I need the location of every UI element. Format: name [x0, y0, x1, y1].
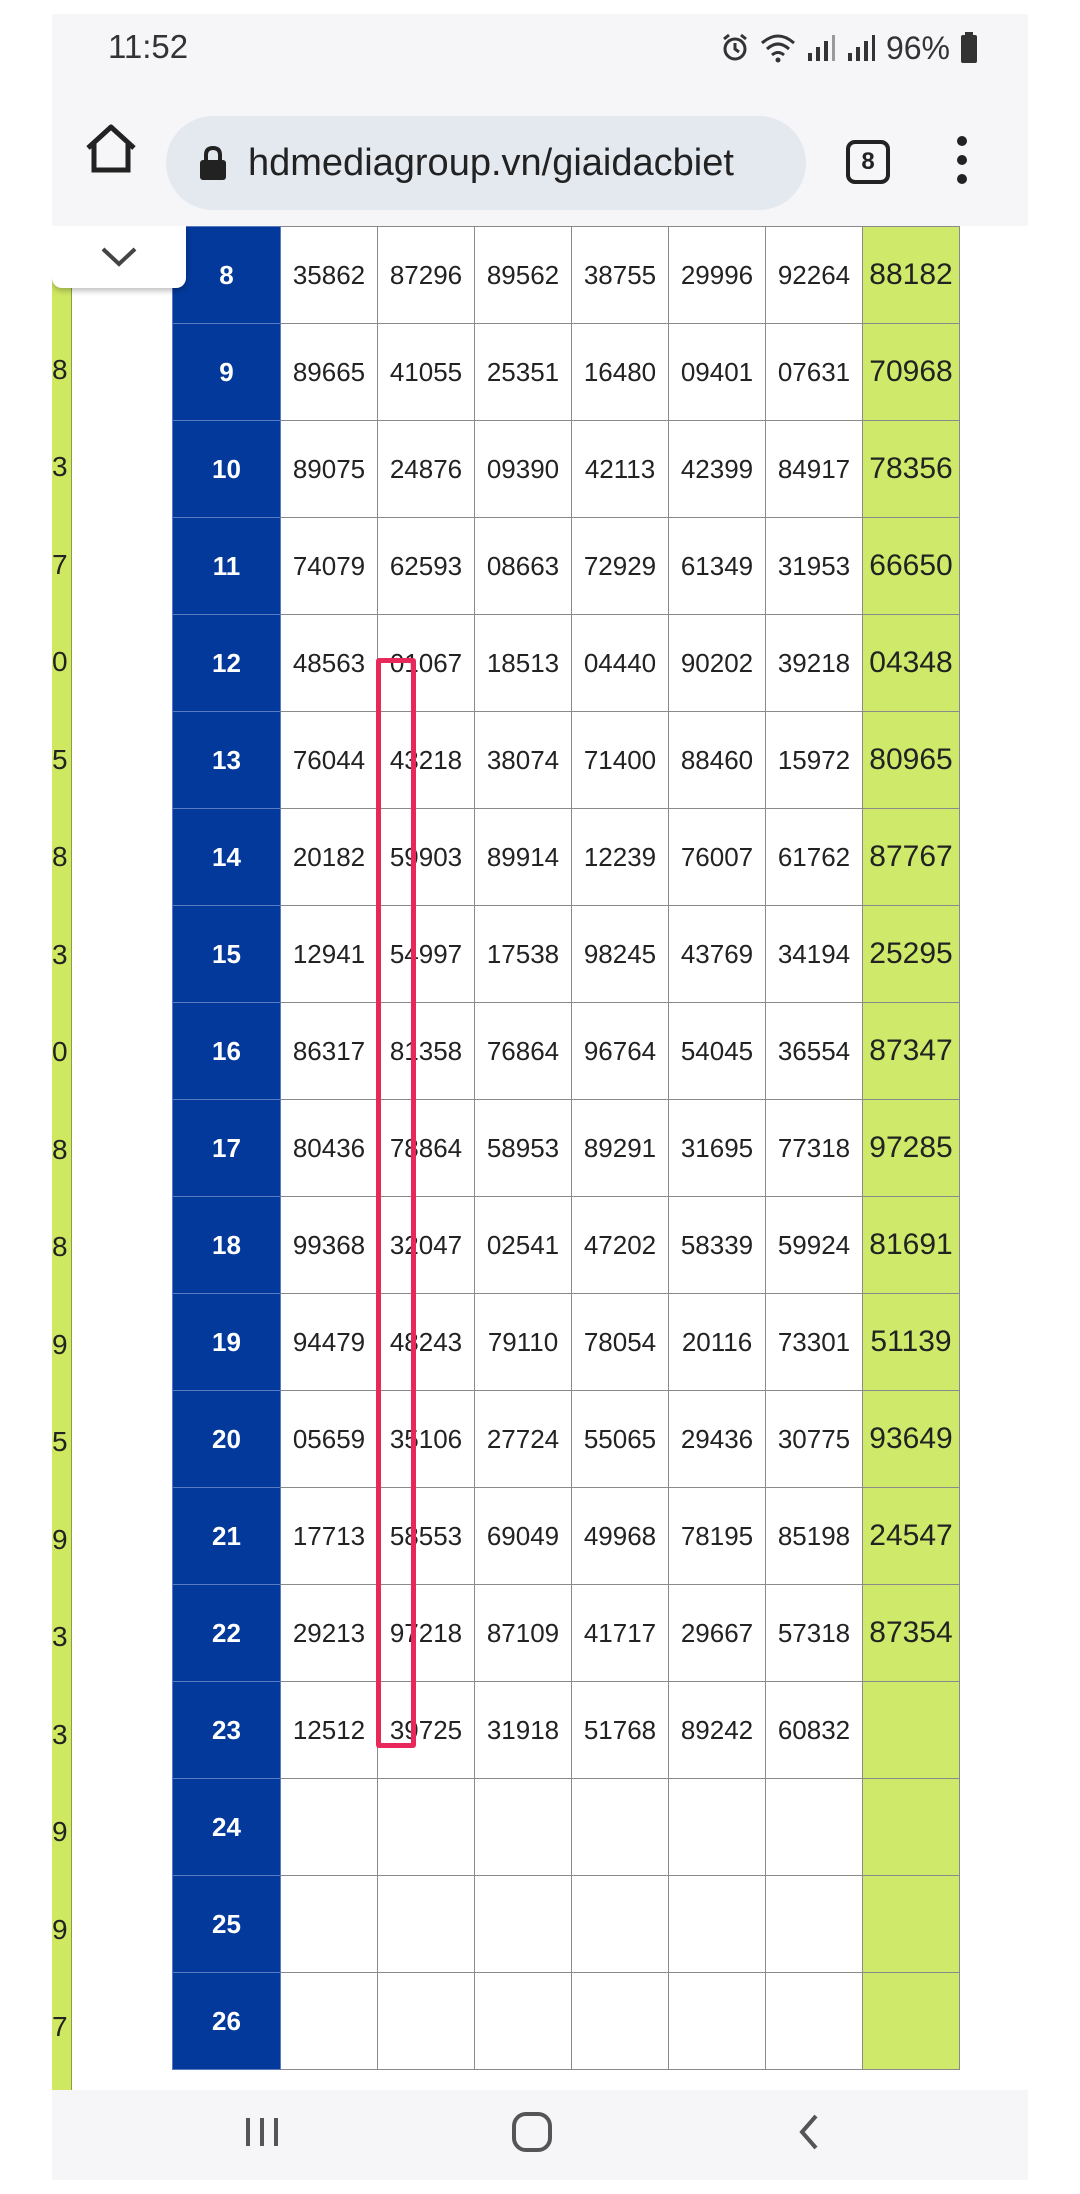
table-row [173, 1682, 960, 1779]
table-row [173, 712, 960, 809]
result-cell: 20182 [281, 809, 378, 906]
back-icon[interactable] [790, 2112, 830, 2152]
result-cell: 86317 [281, 1003, 378, 1100]
result-cell: 47202 [572, 1197, 669, 1294]
partial-cell: 9 [52, 1816, 68, 1847]
table-row [173, 518, 960, 615]
result-cell: 29213 [281, 1585, 378, 1682]
result-cell: 61762 [766, 809, 863, 906]
home-icon[interactable] [82, 120, 140, 178]
alarm-icon [720, 33, 750, 63]
result-cell: 60832 [766, 1682, 863, 1779]
lock-icon [198, 145, 228, 181]
result-cell: 04440 [572, 615, 669, 712]
partial-cell: 7 [52, 548, 68, 580]
result-cell: 81358 [378, 1003, 475, 1100]
highlight-cell: 87767 [863, 809, 960, 906]
recent-apps-icon[interactable] [240, 2112, 284, 2152]
highlight-cell: 93649 [863, 1391, 960, 1488]
highlight-cell: 87347 [863, 1003, 960, 1100]
table-row [173, 615, 960, 712]
result-cell: 29436 [669, 1391, 766, 1488]
highlight-cell: 24547 [863, 1488, 960, 1585]
result-cell [572, 1876, 669, 1973]
result-cell: 42399 [669, 421, 766, 518]
result-cell: 18513 [475, 615, 572, 712]
tab-switcher-button[interactable]: 8 [846, 140, 890, 184]
table-row [173, 1003, 960, 1100]
result-cell: 58553 [378, 1488, 475, 1585]
table-row [173, 906, 960, 1003]
highlight-cell [863, 1973, 960, 2070]
result-cell: 31953 [766, 518, 863, 615]
result-cell [669, 1779, 766, 1876]
highlight-cell: 66650 [863, 518, 960, 615]
day-cell: 22 [173, 1585, 281, 1682]
result-cell: 58339 [669, 1197, 766, 1294]
result-cell: 72929 [572, 518, 669, 615]
day-cell: 20 [173, 1391, 281, 1488]
partial-cell: 3 [52, 1621, 68, 1652]
result-cell: 15972 [766, 712, 863, 809]
result-cell [378, 1779, 475, 1876]
result-cell: 78864 [378, 1100, 475, 1197]
result-cell: 54997 [378, 906, 475, 1003]
partial-cell: 3 [52, 938, 68, 970]
highlight-cell [863, 1682, 960, 1779]
result-cell: 05659 [281, 1391, 378, 1488]
result-cell: 94479 [281, 1294, 378, 1391]
result-cell: 43218 [378, 712, 475, 809]
result-cell: 89291 [572, 1100, 669, 1197]
address-bar[interactable] [166, 116, 806, 210]
day-cell: 17 [173, 1100, 281, 1197]
highlight-cell: 51139 [863, 1294, 960, 1391]
results-table [172, 226, 960, 2070]
result-cell: 08663 [475, 518, 572, 615]
phone-screen [52, 14, 1028, 2180]
partial-cell: 8 [52, 353, 68, 385]
result-cell: 69049 [475, 1488, 572, 1585]
result-cell: 51768 [572, 1682, 669, 1779]
result-cell: 17713 [281, 1488, 378, 1585]
highlight-cell: 78356 [863, 421, 960, 518]
day-cell: 23 [173, 1682, 281, 1779]
result-cell: 89562 [475, 227, 572, 324]
result-cell: 59924 [766, 1197, 863, 1294]
highlight-cell: 87354 [863, 1585, 960, 1682]
result-cell: 42113 [572, 421, 669, 518]
result-cell: 16480 [572, 324, 669, 421]
partial-cell: 8 [52, 1231, 68, 1262]
left-partial-column [52, 226, 72, 2090]
result-cell [669, 1876, 766, 1973]
page-content[interactable] [52, 226, 1028, 2090]
battery-percent: 96% [885, 29, 950, 66]
result-cell: 90202 [669, 615, 766, 712]
table-row [173, 1876, 960, 1973]
result-cell: 78054 [572, 1294, 669, 1391]
result-cell: 89914 [475, 809, 572, 906]
result-cell: 02541 [475, 1197, 572, 1294]
result-cell: 49968 [572, 1488, 669, 1585]
result-cell: 24876 [378, 421, 475, 518]
status-bar [52, 14, 1028, 82]
day-cell: 13 [173, 712, 281, 809]
result-cell: 31918 [475, 1682, 572, 1779]
result-cell: 92264 [766, 227, 863, 324]
day-cell: 8 [173, 227, 281, 324]
result-cell: 29667 [669, 1585, 766, 1682]
highlight-cell: 25295 [863, 906, 960, 1003]
day-cell: 19 [173, 1294, 281, 1391]
result-cell: 79110 [475, 1294, 572, 1391]
system-nav-bar [52, 2090, 1028, 2180]
result-cell: 87296 [378, 227, 475, 324]
highlight-cell: 04348 [863, 615, 960, 712]
result-cell [766, 1973, 863, 2070]
result-cell: 99368 [281, 1197, 378, 1294]
result-cell: 77318 [766, 1100, 863, 1197]
result-cell: 32047 [378, 1197, 475, 1294]
highlight-cell: 81691 [863, 1197, 960, 1294]
result-cell: 98245 [572, 906, 669, 1003]
result-cell: 38074 [475, 712, 572, 809]
day-cell: 10 [173, 421, 281, 518]
result-cell: 20116 [669, 1294, 766, 1391]
status-time: 11:52 [108, 28, 189, 65]
partial-cell: 7 [52, 2011, 68, 2042]
result-cell: 29996 [669, 227, 766, 324]
table-row [173, 227, 960, 324]
day-cell: 16 [173, 1003, 281, 1100]
result-cell: 30775 [766, 1391, 863, 1488]
result-cell: 89075 [281, 421, 378, 518]
highlight-cell: 70968 [863, 324, 960, 421]
result-cell: 17538 [475, 906, 572, 1003]
result-cell: 97218 [378, 1585, 475, 1682]
table-row [173, 324, 960, 421]
wifi-icon [760, 33, 796, 63]
partial-cell: 3 [52, 1718, 68, 1750]
day-cell: 11 [173, 518, 281, 615]
result-cell: 62593 [378, 518, 475, 615]
result-cell: 12941 [281, 906, 378, 1003]
partial-cell: 3 [52, 451, 68, 482]
table-row [173, 1391, 960, 1488]
result-cell: 54045 [669, 1003, 766, 1100]
highlight-cell: 80965 [863, 712, 960, 809]
result-cell: 76864 [475, 1003, 572, 1100]
collapse-button[interactable] [52, 226, 186, 288]
highlight-cell: 88182 [863, 227, 960, 324]
highlight-cell: 97285 [863, 1100, 960, 1197]
table-row [173, 1488, 960, 1585]
result-cell: 25351 [475, 324, 572, 421]
day-cell: 25 [173, 1876, 281, 1973]
url-text: hdmediagroup.vn/giaidacbiet [248, 141, 734, 184]
result-cell: 12512 [281, 1682, 378, 1779]
table-row [173, 1779, 960, 1876]
result-cell: 38755 [572, 227, 669, 324]
result-cell: 31695 [669, 1100, 766, 1197]
result-cell [669, 1973, 766, 2070]
result-cell [475, 1779, 572, 1876]
signal-icon [846, 33, 876, 63]
result-cell: 36554 [766, 1003, 863, 1100]
result-cell [766, 1876, 863, 1973]
result-cell: 07631 [766, 324, 863, 421]
home-nav-icon[interactable] [510, 2112, 554, 2152]
result-cell: 85198 [766, 1488, 863, 1585]
highlight-marker [376, 658, 416, 1748]
result-cell: 96764 [572, 1003, 669, 1100]
result-cell: 80436 [281, 1100, 378, 1197]
table-row [173, 1100, 960, 1197]
result-cell: 57318 [766, 1585, 863, 1682]
table-row [173, 809, 960, 906]
partial-cell: 9 [52, 1523, 68, 1555]
result-cell: 78195 [669, 1488, 766, 1585]
highlight-cell [863, 1876, 960, 1973]
result-cell: 43769 [669, 906, 766, 1003]
day-cell: 24 [173, 1779, 281, 1876]
status-icons [720, 28, 978, 68]
result-cell [766, 1779, 863, 1876]
result-cell: 58953 [475, 1100, 572, 1197]
partial-cell: 5 [52, 743, 68, 775]
battery-icon [960, 32, 978, 64]
result-cell: 74079 [281, 518, 378, 615]
result-cell: 39218 [766, 615, 863, 712]
result-cell: 89242 [669, 1682, 766, 1779]
partial-cell: 5 [52, 1426, 68, 1457]
result-cell [475, 1973, 572, 2070]
result-cell: 27724 [475, 1391, 572, 1488]
chevron-down-icon [99, 245, 139, 269]
table-row [173, 1294, 960, 1391]
result-cell: 61349 [669, 518, 766, 615]
result-cell [378, 1973, 475, 2070]
table-row [173, 1585, 960, 1682]
result-cell: 12239 [572, 809, 669, 906]
day-cell: 18 [173, 1197, 281, 1294]
result-cell [281, 1876, 378, 1973]
partial-cell: 9 [52, 1328, 68, 1360]
result-cell: 48563 [281, 615, 378, 712]
result-cell: 89665 [281, 324, 378, 421]
result-cell: 09401 [669, 324, 766, 421]
result-cell: 01067 [378, 615, 475, 712]
browser-toolbar [52, 84, 1028, 226]
result-cell [378, 1876, 475, 1973]
day-cell: 26 [173, 1973, 281, 2070]
result-cell [475, 1876, 572, 1973]
result-cell [572, 1973, 669, 2070]
table-row [173, 1197, 960, 1294]
table-row [173, 1973, 960, 2070]
partial-cell: 0 [52, 1036, 68, 1067]
result-cell: 71400 [572, 712, 669, 809]
highlight-cell [863, 1779, 960, 1876]
result-cell: 88460 [669, 712, 766, 809]
day-cell: 15 [173, 906, 281, 1003]
partial-cell: 8 [52, 1133, 68, 1165]
partial-cell: 0 [52, 646, 68, 677]
day-cell: 21 [173, 1488, 281, 1585]
signal-icon [806, 33, 836, 63]
result-cell: 87109 [475, 1585, 572, 1682]
result-cell: 55065 [572, 1391, 669, 1488]
result-cell: 41717 [572, 1585, 669, 1682]
result-cell: 59903 [378, 809, 475, 906]
result-cell: 48243 [378, 1294, 475, 1391]
day-cell: 14 [173, 809, 281, 906]
result-cell: 09390 [475, 421, 572, 518]
result-cell: 35106 [378, 1391, 475, 1488]
result-cell [572, 1779, 669, 1876]
result-cell [281, 1779, 378, 1876]
more-menu-icon[interactable] [952, 136, 972, 192]
result-cell: 41055 [378, 324, 475, 421]
table-row [173, 421, 960, 518]
day-cell: 12 [173, 615, 281, 712]
result-cell: 73301 [766, 1294, 863, 1391]
result-cell: 84917 [766, 421, 863, 518]
result-cell: 39725 [378, 1682, 475, 1779]
result-cell: 35862 [281, 227, 378, 324]
partial-cell: 8 [52, 841, 68, 872]
partial-cell: 9 [52, 1913, 68, 1945]
result-cell [281, 1973, 378, 2070]
day-cell: 9 [173, 324, 281, 421]
result-cell: 34194 [766, 906, 863, 1003]
result-cell: 76044 [281, 712, 378, 809]
result-cell: 76007 [669, 809, 766, 906]
